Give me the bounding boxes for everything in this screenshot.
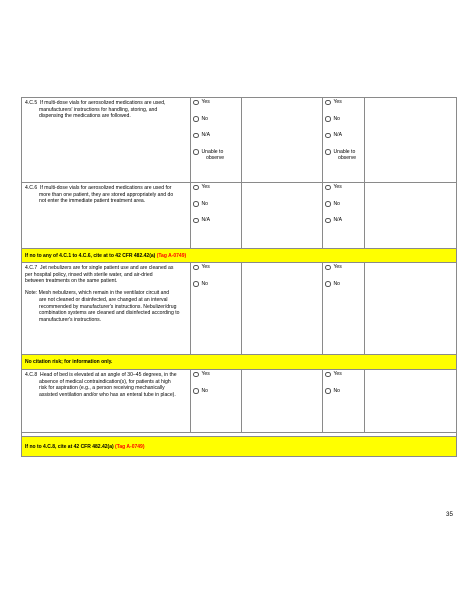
tag-label: (Tag A-0749) [115,443,145,450]
notes-cell[interactable] [242,370,323,433]
item-4c6-text [22,183,190,207]
radio-button[interactable] [325,149,331,155]
radio-button[interactable] [193,149,199,155]
citation-text: If no to any of 4.C.1 to 4.C.6, cite at to 42 CFR 482.42(a) [25,252,156,259]
checklist-table [21,97,457,457]
options-cell: Yes No N/A Unable to observe [191,98,242,183]
options-cell [191,370,242,433]
options-cell [323,183,365,249]
radio-button[interactable] [193,100,199,106]
item-code: 4.C.6 [25,185,38,191]
page-number: 35 [446,511,453,518]
table-row [22,98,457,183]
notes-cell[interactable] [242,183,323,249]
item-line: assisted ventilation and/or who has an enteral tube in place). [39,392,176,399]
item-line: between treatments on the same patient. [25,278,118,285]
option-no[interactable]: No [193,116,241,123]
item-line: If multi-dose vials for aerosolized medications are used for [40,185,172,191]
item-4c5-text [22,98,190,122]
options-cell [323,370,365,433]
radio-button[interactable] [325,265,331,271]
radio-button[interactable] [325,388,331,394]
citation-band [22,249,457,263]
tag-label: (Tag A-0749) [156,252,187,259]
option-na[interactable]: N/A [193,217,241,224]
option-unable-to-observe[interactable]: Unable to [325,149,364,156]
option-na[interactable]: N/A [325,217,364,224]
option-yes[interactable]: Yes [193,99,241,106]
item-note-line: recommended by manufacturer's instructions. Nebulizer/drug [39,303,177,310]
option-yes[interactable]: Yes [193,264,241,271]
option-yes[interactable]: Yes [193,371,241,378]
item-4c7-cell [22,263,191,355]
item-4c6-cell [22,183,191,249]
item-line: not enter the immediate patient treatment area. [39,198,146,205]
item-line: more than one patient, they are stored appropriately and do [39,191,174,198]
option-no[interactable]: No [325,116,364,123]
option-na[interactable]: N/A [193,132,241,139]
notes-cell[interactable] [365,370,457,433]
option-no[interactable]: No [325,201,364,208]
notes-cell[interactable] [365,183,457,249]
notes-cell[interactable] [242,98,323,183]
options-cell [191,263,242,355]
citation-text: If no to 4.C.8, cite at 42 CFR 482.42(a) [25,443,114,450]
item-line: Jet nebulizers are for single patient use and are cleaned as [40,265,174,271]
option-na[interactable]: N/A [325,132,364,139]
radio-button[interactable] [193,116,199,122]
radio-button[interactable] [193,201,199,207]
notes-cell[interactable] [242,263,323,355]
radio-button[interactable] [325,372,331,378]
item-code: 4.C.7 [25,265,38,271]
notes-cell[interactable] [365,263,457,355]
radio-button[interactable] [325,133,331,139]
item-line: absence of medical contraindication(s), for patients at high [39,378,171,385]
option-yes[interactable]: Yes [325,184,364,191]
info-text: No citation risk; for information only. [25,359,113,365]
item-code: 4.C.5 [25,100,38,106]
radio-button[interactable] [325,116,331,122]
table-row [22,263,457,355]
option-no[interactable]: No [325,281,364,288]
citation-band [22,437,457,457]
item-note-line: manufacturer's instructions. [39,316,102,323]
item-line: risk for aspiration (e.g., a person receiving mechanically [39,385,165,392]
item-note-line: are not cleaned or disinfected, are changed at an interval [39,296,168,303]
radio-button[interactable] [193,281,199,287]
radio-button[interactable] [193,218,199,224]
item-4c8-text [22,370,190,401]
item-4c5-cell [22,98,191,183]
item-line: If multi-dose vials for aerosolized medications are used, [40,100,166,106]
options-cell [323,263,365,355]
option-yes[interactable]: Yes [325,264,364,271]
item-line: per hospital policy, rinsed with sterile water, and air-dried [25,271,153,278]
option-yes[interactable]: Yes [325,99,364,106]
option-no[interactable]: No [193,201,241,208]
radio-button[interactable] [193,265,199,271]
option-yes[interactable]: Yes [193,184,241,191]
radio-button[interactable] [325,281,331,287]
item-4c7-text [22,263,190,326]
item-note-line: Note: Mesh nebulizers, which remain in the ventilator circuit and [25,290,170,297]
item-note-line: combination systems are cleaned and disinfected according to [39,310,180,317]
item-line: dispensing the medications are followed. [39,113,131,120]
option-unable-to-observe[interactable]: Unable to [193,149,241,156]
option-no[interactable]: No [193,388,241,395]
table-row [22,370,457,433]
item-line: manufacturers' instructions for handling, storing, and [39,106,158,113]
info-band [22,355,457,370]
radio-button[interactable] [193,388,199,394]
options-cell: Yes No N/A Unable to observe [323,98,365,183]
item-line: Head of bed is elevated at an angle of 30–45 degrees, in the [40,372,177,378]
item-code: 4.C.8 [25,372,38,378]
radio-button[interactable] [325,185,331,191]
option-no[interactable]: No [193,281,241,288]
option-yes[interactable]: Yes [325,371,364,378]
table-row [22,183,457,249]
radio-button[interactable] [193,185,199,191]
item-4c8-cell [22,370,191,433]
options-cell [191,183,242,249]
radio-button[interactable] [325,201,331,207]
notes-cell[interactable] [365,98,457,183]
radio-button[interactable] [325,100,331,106]
option-no[interactable]: No [325,388,364,395]
radio-button[interactable] [325,218,331,224]
radio-button[interactable] [193,133,199,139]
radio-button[interactable] [193,372,199,378]
